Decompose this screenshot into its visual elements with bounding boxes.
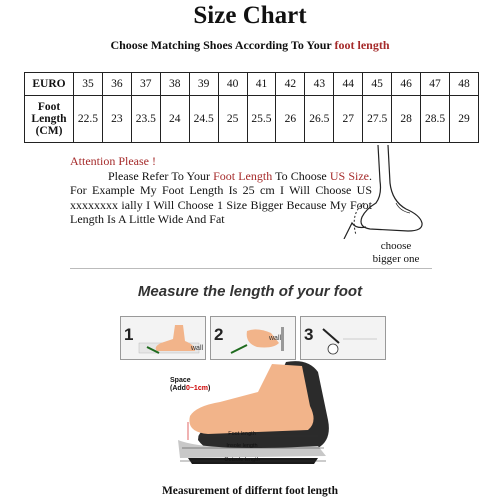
foot-length-label-line: Length <box>31 113 67 125</box>
euro-size-cell: 44 <box>334 73 363 96</box>
foot-length-cell: 23 <box>102 96 131 143</box>
step-3-panel <box>300 316 386 360</box>
euro-size-cell: 38 <box>160 73 189 96</box>
bottom-caption: Measurement of differnt foot length <box>161 485 339 497</box>
euro-size-cell: 43 <box>305 73 334 96</box>
outsole-length-marker: Outsole length <box>224 457 260 463</box>
foot-length-label <box>25 96 74 143</box>
foot-length-cell: 25 <box>218 96 247 143</box>
size-table <box>24 72 479 143</box>
step-2-panel <box>210 316 296 360</box>
insole-length-marker: Insole length <box>226 443 258 449</box>
foot-length-label-line: (CM) <box>35 125 63 137</box>
page-title: Size Chart <box>193 2 307 29</box>
attention-note <box>70 154 372 227</box>
measuring-icon <box>317 323 383 355</box>
foot-length-cell: 29 <box>449 96 478 143</box>
euro-row <box>25 73 479 96</box>
attention-us-size: US Size <box>329 168 369 183</box>
step-number: 2 <box>214 325 224 344</box>
wall-label: wall <box>269 335 282 342</box>
foot-length-cell: 23.5 <box>131 96 160 143</box>
attention-title: Attention Please ! <box>70 154 156 168</box>
euro-size-cell: 40 <box>218 73 247 96</box>
foot-length-cell: 27.5 <box>363 96 392 143</box>
euro-label: EURO <box>25 73 74 96</box>
space-range-prefix: (Add <box>170 385 186 392</box>
attention-foot-length: Foot Length <box>213 168 273 183</box>
foot-length-cell: 26 <box>276 96 305 143</box>
measure-steps <box>120 316 384 360</box>
choose-bigger-label: choose bigger one <box>372 240 420 265</box>
foot-length-marker: Foot length <box>228 431 256 437</box>
foot-sketch-illustration <box>336 143 426 239</box>
wall-label: wall <box>191 345 204 352</box>
foot-length-cell: 25.5 <box>247 96 276 143</box>
space-range-suffix: ) <box>207 385 211 392</box>
step-number: 1 <box>124 325 134 344</box>
euro-size-cell: 36 <box>102 73 131 96</box>
foot-marking-icon <box>227 323 293 357</box>
foot-length-cell: 24 <box>160 96 189 143</box>
foot-length-cell: 24.5 <box>189 96 218 143</box>
subtitle-highlight: foot length <box>334 38 390 52</box>
subtitle <box>0 38 500 53</box>
foot-length-cell: 26.5 <box>305 96 334 143</box>
foot-length-cell: 22.5 <box>74 96 103 143</box>
euro-size-cell: 46 <box>392 73 421 96</box>
attention-text-1: Please Refer To Your <box>108 168 214 183</box>
euro-size-cell: 42 <box>276 73 305 96</box>
foot-length-cell: 28 <box>392 96 421 143</box>
euro-size-cell: 35 <box>74 73 103 96</box>
foot-length-label-line: Foot <box>37 101 61 113</box>
space-title: Space <box>170 377 191 384</box>
euro-size-cell: 37 <box>131 73 160 96</box>
euro-size-cell: 48 <box>449 73 478 96</box>
foot-length-row <box>25 96 479 143</box>
section-divider <box>70 268 432 269</box>
step-1-panel <box>120 316 206 360</box>
attention-text <box>70 169 372 227</box>
measure-title: Measure the length of your foot <box>137 283 363 300</box>
euro-size-cell: 41 <box>247 73 276 96</box>
euro-size-cell: 47 <box>421 73 450 96</box>
attention-text-3: To Choose <box>272 168 330 183</box>
euro-size-cell: 45 <box>363 73 392 96</box>
space-label <box>170 377 210 393</box>
subtitle-prefix: Choose Matching Shoes According To Your <box>110 38 335 52</box>
foot-length-cell: 28.5 <box>421 96 450 143</box>
foot-length-cell: 27 <box>334 96 363 143</box>
step-number: 3 <box>304 325 314 344</box>
attention-text-5: . For Example My Foot Length Is 25 cm I Will Choose US xxxxxxxx ially I Will Choose 1 Size Bigger Because My Foot Length Is A Little Wide And Fat <box>70 168 372 226</box>
space-range: 0~1cm <box>185 385 208 392</box>
euro-size-cell: 39 <box>189 73 218 96</box>
